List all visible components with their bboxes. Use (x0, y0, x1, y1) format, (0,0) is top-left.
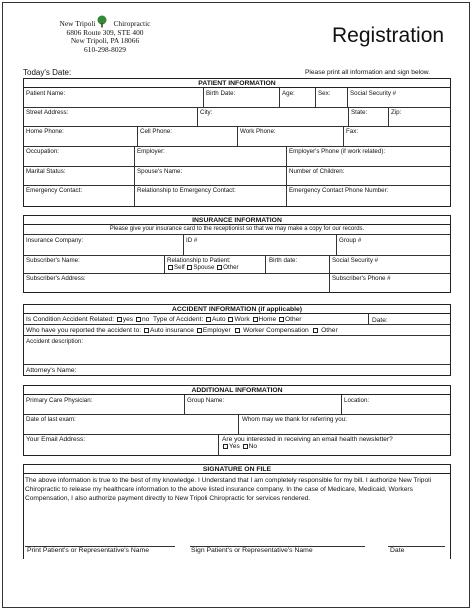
emergency-phone-field[interactable]: Emergency Contact Phone Number: (289, 187, 389, 194)
home-label: Home (258, 316, 277, 323)
work-checkbox[interactable] (228, 317, 233, 322)
emergency-contact-field[interactable]: Emergency Contact: (26, 187, 83, 194)
patient-information-section (23, 78, 451, 207)
accident-description-field[interactable]: Accident description: (26, 338, 84, 345)
accident-date-field[interactable]: Date: (372, 317, 388, 324)
date-label: Date (390, 547, 405, 554)
sign-name-label: Sign Patient's or Representative's Name (191, 547, 313, 554)
subscriber-address-field[interactable]: Subscriber's Address: (26, 275, 86, 282)
insurance-group-field[interactable]: Group # (339, 237, 362, 244)
auto-insurance-label: Auto insurance (149, 327, 194, 334)
group-name-field[interactable]: Group Name: (187, 397, 225, 404)
subscriber-phone-field[interactable]: Subscriber's Phone # (332, 275, 391, 282)
other-reported-label: Other (321, 327, 338, 334)
zip-field[interactable]: Zip: (391, 109, 402, 116)
section-title: SIGNATURE ON FILE (24, 465, 450, 474)
sex-field[interactable]: Sex: (318, 90, 331, 97)
street-address-field[interactable]: Street Address: (26, 109, 69, 116)
occupation-field[interactable]: Occupation: (26, 148, 60, 155)
clinic-name: New Tripoli (59, 19, 96, 28)
newsletter-no-checkbox[interactable] (243, 444, 248, 449)
birth-date-field[interactable]: Birth Date: (206, 90, 236, 97)
work-label: Work (234, 316, 250, 323)
signature-statement: The above information is true to the best of my knowledge. I Understand that I am completely responsible for my bill. I authorize New Tripoli Chiropractic to release my healthcare information to the above listed insurance company. In the case of Medicare, Medicaid, Workers Compensation, I also authorize payment directly to New Tripoli Chiropractic for services rendered. (25, 477, 432, 502)
todays-date-label: Today's Date: (23, 68, 72, 77)
employer-phone-field[interactable]: Employer's Phone (if work related): (289, 148, 386, 155)
location-field[interactable]: Location: (344, 397, 370, 404)
children-count-field[interactable]: Number of Children: (289, 168, 345, 175)
section-title: PATIENT INFORMATION (24, 79, 450, 88)
spouse-checkbox[interactable] (187, 265, 192, 270)
cell-phone-field[interactable]: Cell Phone: (140, 128, 172, 135)
state-field[interactable]: State: (351, 109, 368, 116)
fax-field[interactable]: Fax: (346, 128, 359, 135)
reported-label: Who have you reported the accident to: (26, 327, 142, 334)
auto-checkbox[interactable] (206, 317, 211, 322)
spouse-label: Spouse (193, 264, 215, 271)
other-checkbox[interactable] (217, 265, 222, 270)
newsletter-yes-checkbox[interactable] (223, 444, 228, 449)
relationship-to-patient (165, 256, 264, 273)
accident-no-label: no (141, 316, 150, 323)
age-field[interactable]: Age: (282, 90, 295, 97)
insurance-company-field[interactable]: Insurance Company: (26, 237, 84, 244)
address-line1: 6806 Route 309, STE 400 (66, 27, 144, 37)
subscriber-name-field[interactable]: Subscriber's Name: (26, 257, 80, 264)
other-accident-checkbox[interactable] (279, 317, 284, 322)
home-phone-field[interactable]: Home Phone: (26, 128, 64, 135)
section-title: INSURANCE INFORMATION (24, 216, 450, 225)
accident-yes-checkbox[interactable] (117, 317, 122, 322)
city-field[interactable]: City: (200, 109, 213, 116)
auto-label: Auto (212, 316, 226, 323)
spouse-name-field[interactable]: Spouse's Name: (137, 168, 183, 175)
last-exam-field[interactable]: Date of last exam: (26, 416, 76, 423)
employer-label: Employer (202, 327, 231, 334)
form-title: Registration (332, 24, 445, 47)
patient-name-field[interactable]: Patient Name: (26, 90, 66, 97)
insurance-note: Please give your insurance card to the receptionist so that we may make a copy for our records. (109, 226, 365, 232)
newsletter-yes-label: Yes (229, 443, 240, 450)
section-title: ACCIDENT INFORMATION (if applicable) (24, 305, 450, 314)
self-checkbox[interactable] (168, 265, 173, 270)
relationship-label: Relationship to Patient: (167, 257, 231, 264)
work-phone-field[interactable]: Work Phone: (240, 128, 276, 135)
newsletter-question (220, 435, 448, 455)
other-reported-checkbox[interactable] (313, 328, 318, 333)
clinic-type: Chiropractic (113, 19, 151, 28)
clinic-header (40, 20, 170, 54)
clinic-phone: 610-298-8029 (84, 44, 126, 54)
email-field[interactable]: Your Email Address: (26, 436, 86, 443)
attorney-name-field[interactable]: Attorney's Name: (26, 367, 77, 374)
employer-field[interactable]: Employer: (137, 148, 165, 155)
instructions-text: Please print all information and sign below. (305, 69, 430, 76)
address-line2: New Tripoli, PA 18066 (70, 36, 140, 46)
primary-physician-field[interactable]: Primary Care Physician: (26, 397, 93, 404)
workers-comp-label: Worker Compensation (243, 327, 309, 334)
ssn-field[interactable]: Social Security # (350, 90, 397, 97)
print-name-label: Print Patient's or Representative's Name (27, 547, 149, 554)
workers-comp-checkbox[interactable] (235, 328, 240, 333)
section-title: ADDITIONAL INFORMATION (24, 386, 450, 395)
home-checkbox[interactable] (253, 317, 258, 322)
subscriber-ssn-field[interactable]: Social Security # (332, 257, 379, 264)
additional-information-section (23, 385, 451, 456)
newsletter-label: Are you interested in receiving an email health newsletter? (222, 436, 393, 443)
auto-insurance-checkbox[interactable] (144, 328, 149, 333)
condition-accident-row (24, 315, 364, 324)
other-accident-label: Other (284, 316, 302, 323)
reported-to-row (24, 326, 448, 335)
accident-information-section (23, 304, 451, 376)
accident-no-checkbox[interactable] (136, 317, 141, 322)
subscriber-birth-date-field[interactable]: Birth date: (269, 257, 298, 264)
emergency-relationship-field[interactable]: Relationship to Emergency Contact: (137, 187, 236, 194)
insurance-id-field[interactable]: ID # (186, 237, 198, 244)
self-label: Self (174, 264, 185, 271)
insurance-information-section (23, 215, 451, 293)
referral-field[interactable]: Whom may we thank for referring you: (242, 416, 347, 423)
other-label: Other (223, 264, 239, 271)
employer-checkbox[interactable] (197, 328, 202, 333)
marital-status-field[interactable]: Marital Status: (26, 168, 66, 175)
newsletter-no-label: No (248, 443, 258, 450)
accident-yes-label: yes (122, 316, 134, 323)
condition-label: Is Condition Accident Related: (26, 316, 114, 323)
accident-type-label: Type of Accident: (152, 316, 204, 323)
